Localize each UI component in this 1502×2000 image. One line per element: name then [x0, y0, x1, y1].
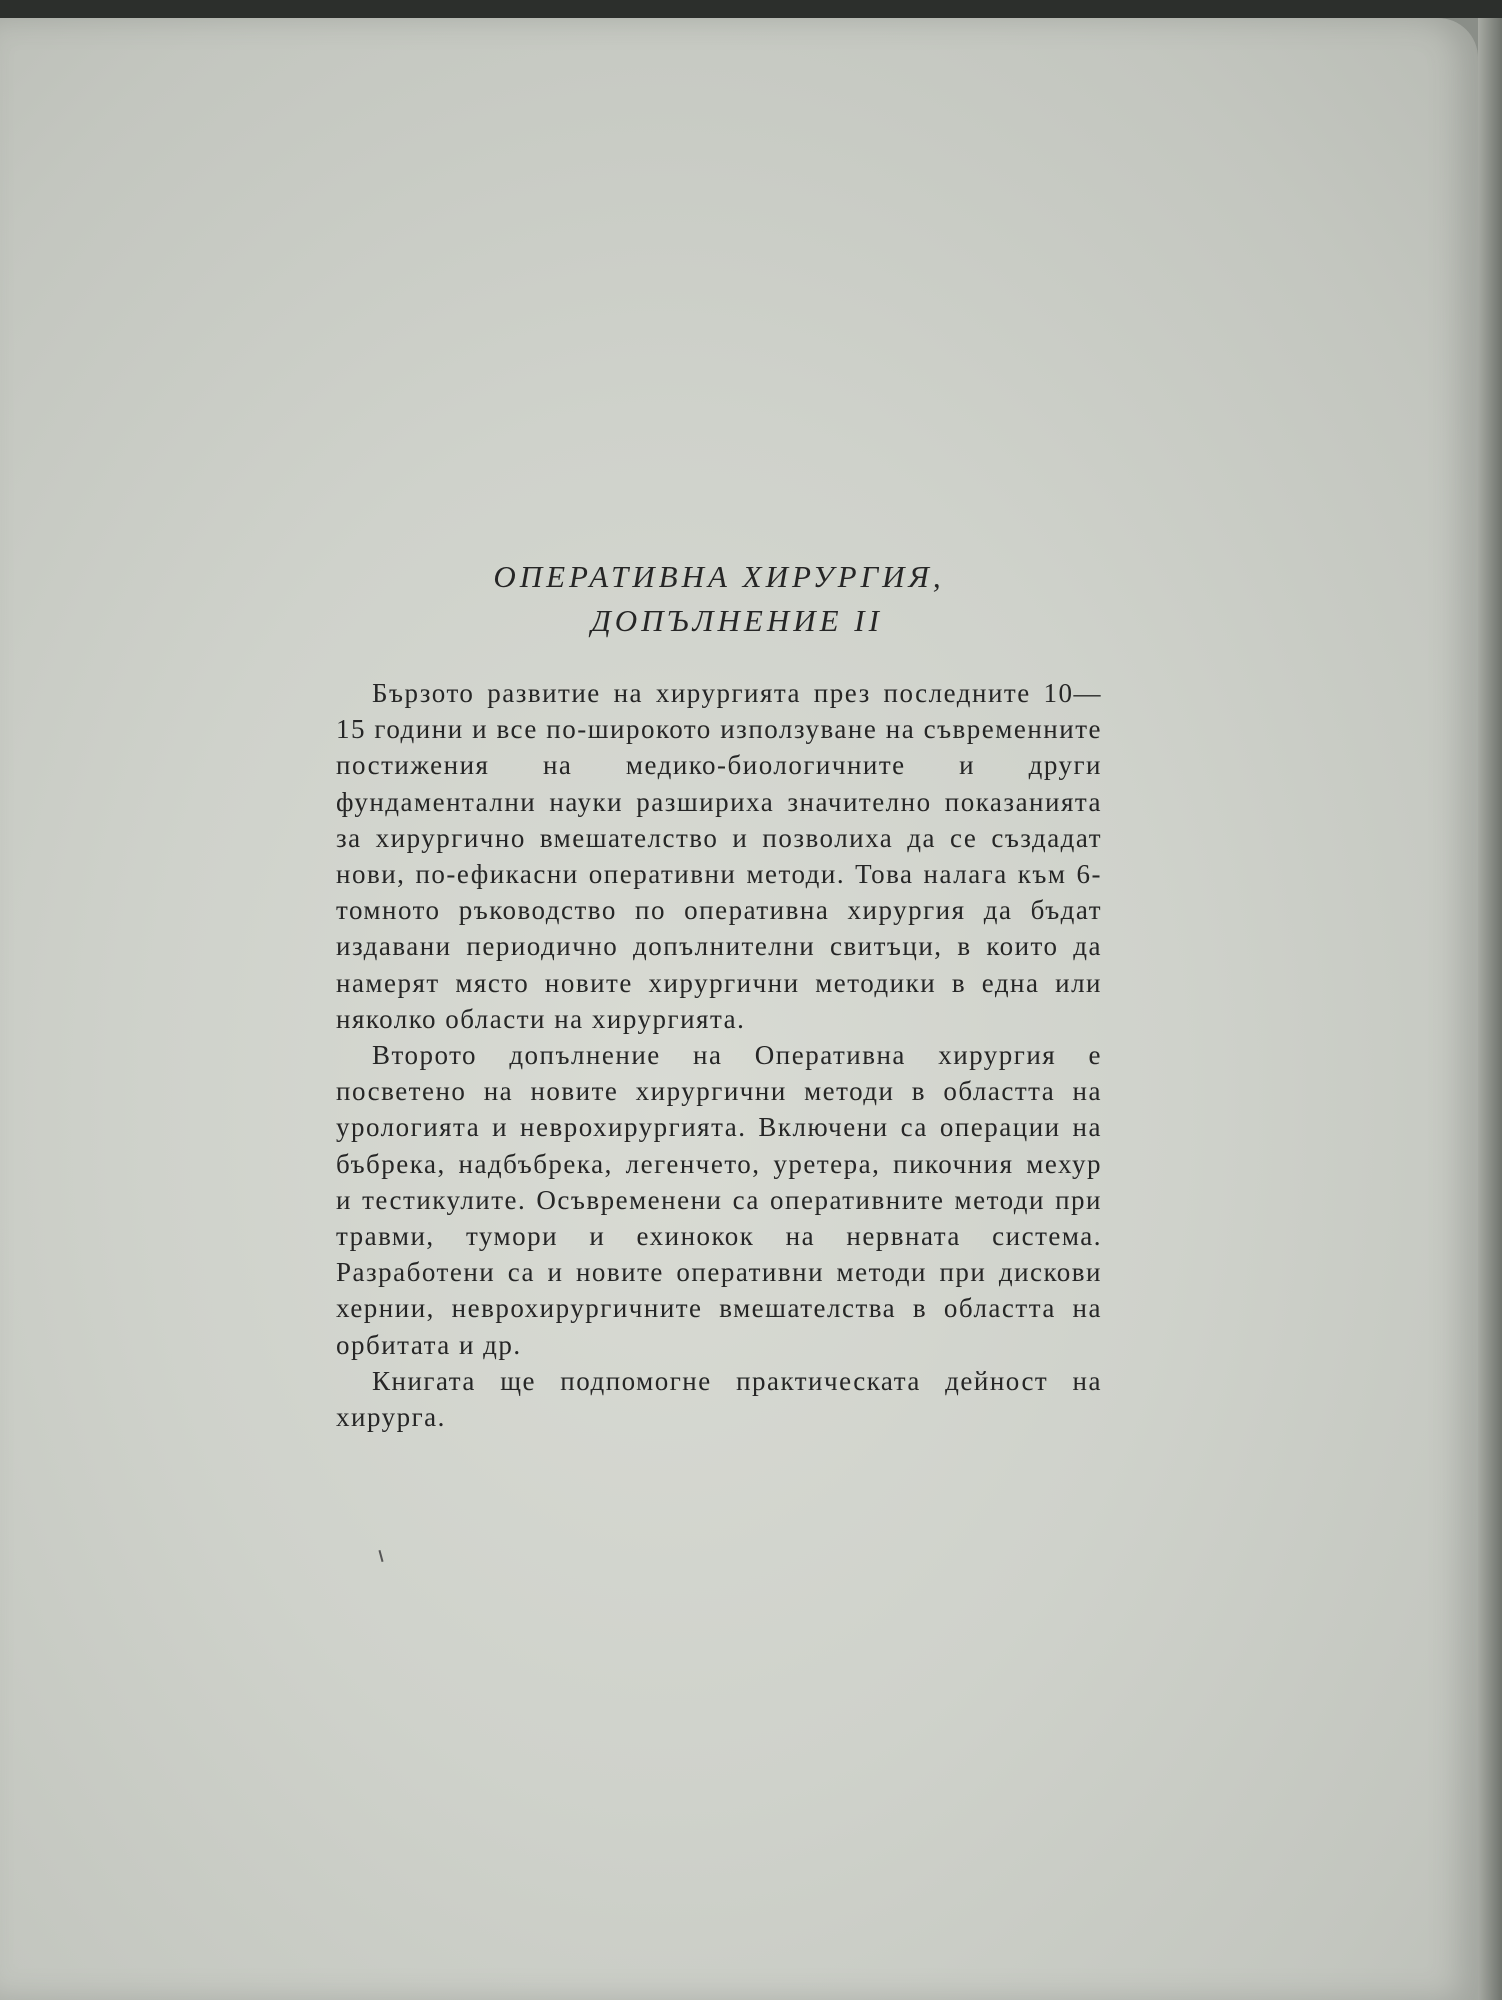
paragraph-3: Книгата ще подпомогне практическата дейност на хирурга.	[336, 1365, 1102, 1433]
paragraph-2: Второто допълнение на Оперативна хирургия е посветено на новите хирургични методи в областта на урологията и неврохирургията. Включени са операции на бъбрека, надбъбрека, легенчето, уретера, пикочния мехур и тестикулите. Осъвременени са оперативните методи при травми, тумори и ехинокок на нервната система. Разработени са и новите оперативни методи при дискови хернии, неврохирургичните вмешателства в областта на орбитата и др.	[336, 1040, 1102, 1360]
page-title	[336, 555, 1102, 643]
book-top-edge	[0, 0, 1502, 18]
paragraph-1: Бързото развитие на хирургията през последните 10—15 години и все по-широкото използуване на съвременните постижения на медико-биологичните и други фундаментални науки разшириха значително показанията за хирургично вмешателство и позволиха да се създадат нови, по-ефикасни оперативни методи. Това налага към 6-томното ръководство по оперативна хирургия да бъдат издавани периодично допълнителни свитъци, в които да намерят място новите хирургични методики в една или няколко области на хирургията.	[336, 678, 1102, 1034]
book-right-edge	[1478, 18, 1502, 2000]
title-line-2: ДОПЪЛНЕНИЕ II	[591, 603, 883, 638]
title-line-1: ОПЕРАТИВНА ХИРУРГИЯ,	[493, 559, 945, 594]
annotation-text-block	[336, 555, 1102, 1435]
